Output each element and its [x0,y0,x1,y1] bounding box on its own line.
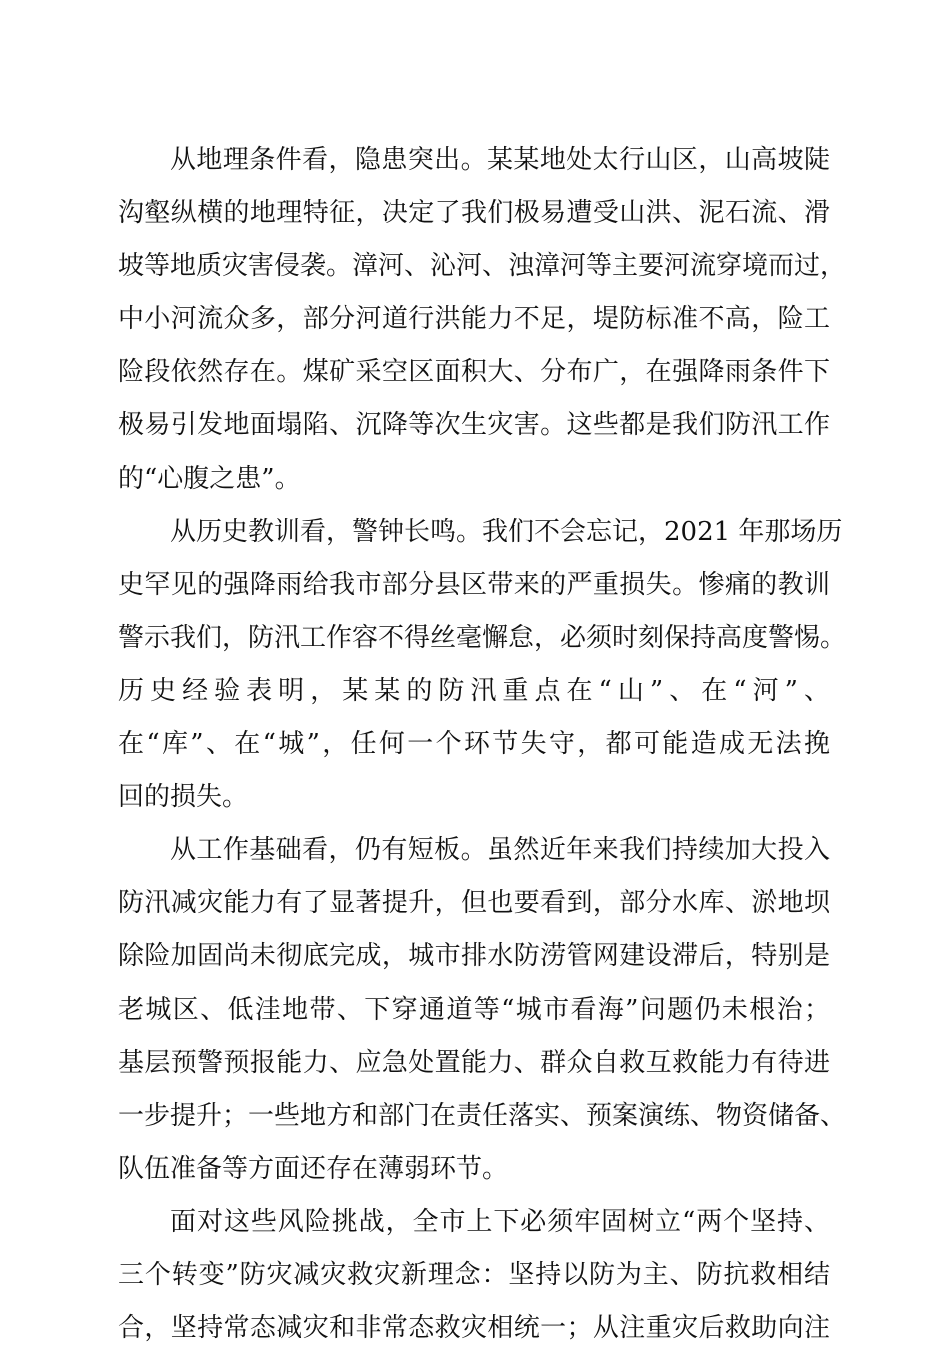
text-line: 防汛减灾能力有了显著提升，但也要看到，部分水库、淤地坝 [118,888,830,919]
text-line: 一步提升；一些地方和部门在责任落实、预案演练、物资储备、 [118,1100,847,1131]
text-line: 险段依然存在。煤矿采空区面积大、分布广，在强降雨条件下 [118,357,830,388]
text-line: 回的损失。 [118,782,249,813]
text-line: 的“心腹之患”。 [118,463,301,494]
paragraph-risk-challenges [118,1204,830,1348]
paragraph-work-foundation [118,832,847,1188]
text-line: 历史经验表明，某某的防汛重点在“山”、在“河”、 [118,675,830,706]
text-line: 三个转变”防灾减灾救灾新理念：坚持以防为主、防抗救相结 [118,1259,830,1290]
text-line: 队伍准备等方面还存在薄弱环节。 [118,1153,509,1184]
text-line: 中小河流众多，部分河道行洪能力不足，堤防标准不高，险工 [118,304,830,335]
paragraph-geography [118,142,847,498]
text-line: 史罕见的强降雨给我市部分县区带来的严重损失。惨痛的教训 [118,569,830,600]
text-line: 基层预警预报能力、应急处置能力、群众自救互救能力有待进 [118,1047,830,1078]
text-line: 警示我们，防汛工作容不得丝毫懈怠，必须时刻保持高度警惕。 [118,622,847,653]
text-line: 合，坚持常态减灾和非常态救灾相统一；从注重灾后救助向注 [118,1313,830,1344]
text-line: 沟壑纵横的地理特征，决定了我们极易遭受山洪、泥石流、滑 [118,198,830,229]
text-line: 在“库”、在“城”，任何一个环节失守，都可能造成无法挽 [118,729,830,760]
text-line: 极易引发地面塌陷、沉降等次生灾害。这些都是我们防汛工作 [118,410,830,441]
text-line: 坡等地质灾害侵袭。漳河、沁河、浊漳河等主要河流穿境而过， [118,251,847,282]
text-line: 面对这些风险挑战，全市上下必须牢固树立“两个坚持、 [170,1206,830,1237]
text-line: 除险加固尚未彻底完成，城市排水防涝管网建设滞后，特别是 [118,941,830,972]
text-line: 老城区、低洼地带、下穿通道等“城市看海”问题仍未根治； [118,994,830,1025]
text-line: 从工作基础看，仍有短板。虽然近年来我们持续加大投入 [170,835,830,866]
paragraph-history [118,514,847,817]
text-line: 从历史教训看，警钟长鸣。我们不会忘记，2021 年那场历 [170,516,843,547]
text-line: 从地理条件看，隐患突出。某某地处太行山区，山高坡陡 [170,145,830,175]
document-body [118,142,847,1363]
